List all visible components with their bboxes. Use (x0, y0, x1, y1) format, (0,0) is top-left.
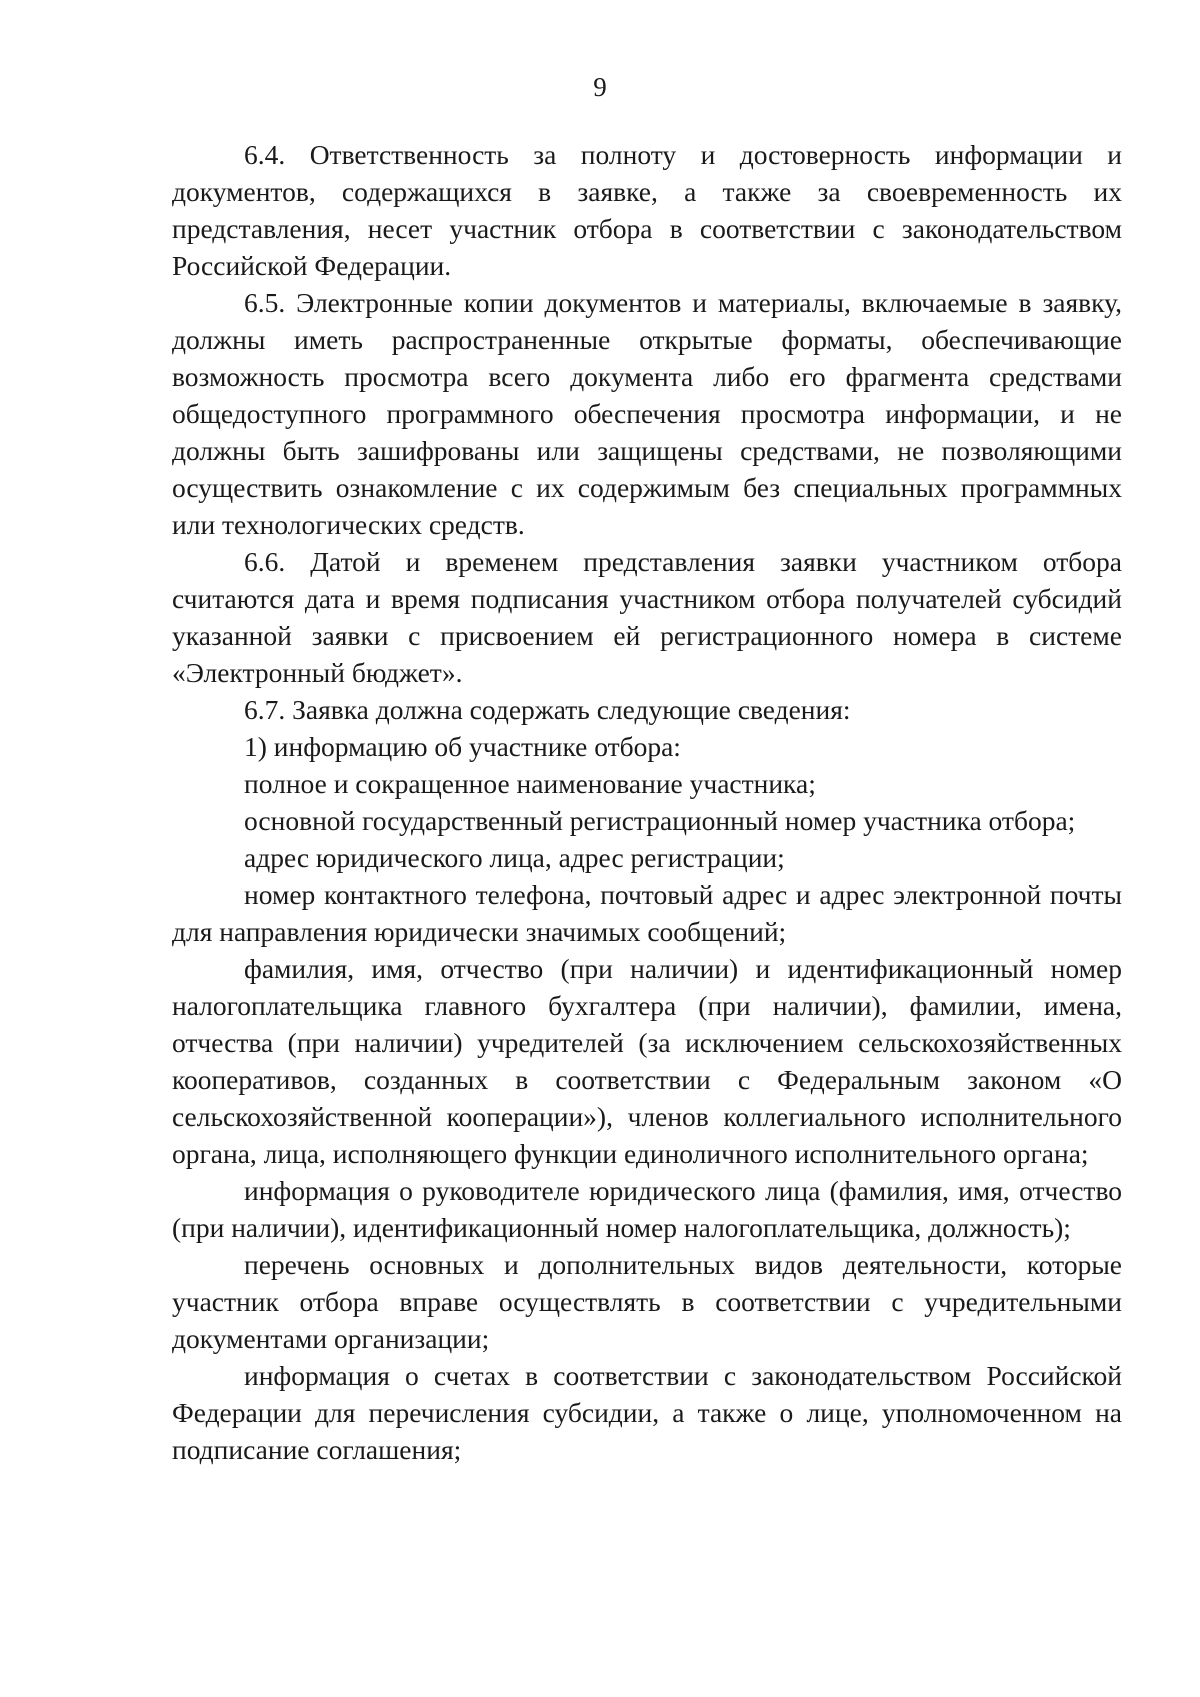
paragraph-6-4: 6.4. Ответственность за полноту и достоверность информации и документов, содержащихся в заявке, а также за своевременность их представления, несет участник отбора в соответствии с законодательством Российской Федерации. (172, 139, 1122, 281)
paragraph-activities: перечень основных и дополнительных видов деятельности, которые участник отбора вправе осуществлять в соответствии с учредительными документами организации; (172, 1249, 1122, 1354)
paragraph-head-info: информация о руководителе юридического лица (фамилия, имя, отчество (при наличии), идентификационный номер налогоплательщика, должность); (172, 1175, 1122, 1243)
page-number: 9 (593, 72, 607, 102)
paragraph-contacts: номер контактного телефона, почтовый адрес и адрес электронной почты для направления юридически значимых сообщений; (172, 879, 1122, 947)
paragraph-6-6: 6.6. Датой и временем представления заявки участником отбора считаются дата и время подписания участником отбора получателей субсидий указанной заявки с присвоением ей регистрационного номера в системе «Электронный бюджет». (172, 546, 1122, 688)
document-body (172, 136, 1122, 1468)
paragraph-ogrn: основной государственный регистрационный номер участника отбора; (244, 805, 1076, 836)
paragraph-address: адрес юридического лица, адрес регистрации; (244, 842, 785, 873)
paragraph-6-5: 6.5. Электронные копии документов и материалы, включаемые в заявку, должны иметь распространенные открытые форматы, обеспечивающие возможность просмотра всего документа либо его фрагмента средствами общедоступного программного обеспечения просмотра информации, и не должны быть зашифрованы или защищены средствами, не позволяющими осуществить ознакомление с их содержимым без специальных программных или технологических средств. (172, 287, 1122, 540)
list-item-1: 1) информацию об участнике отбора: (244, 731, 681, 762)
paragraph-full-name: полное и сокращенное наименование участника; (244, 768, 816, 799)
paragraph-accountant-founders: фамилия, имя, отчество (при наличии) и идентификационный номер налогоплательщика главного бухгалтера (при наличии), фамилии, имена, отчества (при наличии) учредителей (за исключением сельскохозяйственных кооперативов, созданных в соответствии с Федеральным законом «О сельскохозяйственной кооперации»), членов коллегиального исполнительного органа, лица, исполняющего функции единоличного исполнительного органа; (172, 953, 1122, 1169)
paragraph-accounts: информация о счетах в соответствии с законодательством Российской Федерации для перечисления субсидии, а также о лице, уполномоченном на подписание соглашения; (172, 1360, 1122, 1465)
paragraph-6-7: 6.7. Заявка должна содержать следующие сведения: (244, 694, 851, 725)
